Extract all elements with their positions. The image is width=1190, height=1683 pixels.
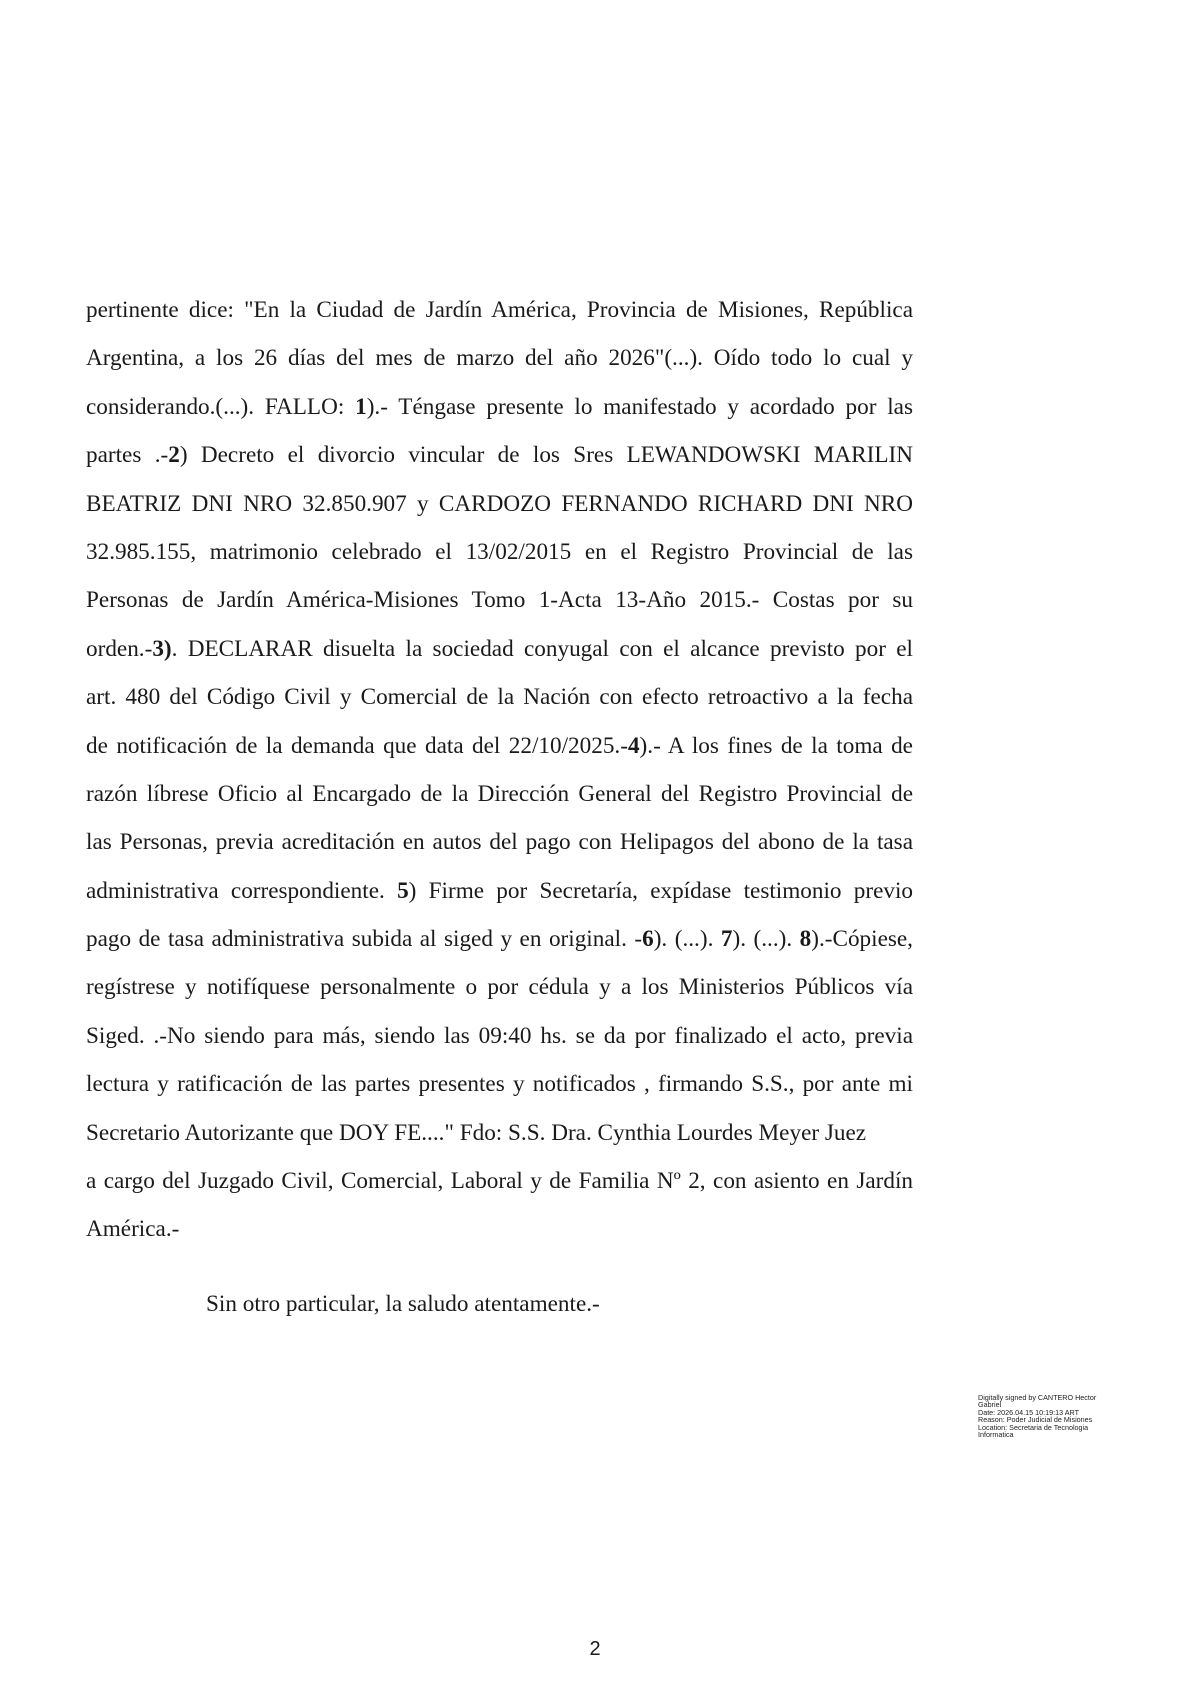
body-line: regístrese y notifíquese personalmente o por cédula y a los Ministerios Públicos vía [86,974,913,1001]
closing-salutation: Sin otro particular, la saludo atentamente.- [206,1291,600,1317]
signature-line: Location: Secretaria de Tecnologia [978,1422,1089,1432]
body-line: 32.985.155, matrimonio celebrado el 13/02/2015 en el Registro Provincial de las [86,538,913,565]
body-line: las Personas, previa acreditación en autos del pago con Helipagos del abono de la tasa [86,829,913,856]
body-line: Secretario Autorizante que DOY FE...." Fdo: S.S. Dra. Cynthia Lourdes Meyer Juez [86,1119,867,1146]
page-number: 2 [589,1638,601,1660]
item-number: 6 [642,926,654,953]
item-number: 7 [720,926,733,953]
body-line: orden.-3). DECLARAR disuelta la sociedad conyugal con el alcance previsto por el [86,635,913,662]
body-line: razón líbrese Oficio al Encargado de la Dirección General del Registro Provincial de [86,780,913,807]
body-line: pertinente dice: "En la Ciudad de Jardín América, Provincia de Misiones, República [86,297,913,323]
signature-line: Date: 2026.04.15 10:19:13 ART [978,1407,1079,1417]
body-line: partes .-2) Decreto el divorcio vincular de los Sres LEWANDOWSKI MARILIN [86,442,913,469]
body-line: administrativa correspondiente. 5) Firme por Secretaría, expídase testimonio previo [86,877,913,904]
signature-line: Gabriel [978,1400,1002,1410]
item-number: 1 [355,393,367,420]
document-body [86,286,913,1254]
body-line: Argentina, a los 26 días del mes de marzo del año 2026"(...). Oído todo lo cual y [86,345,913,372]
item-number: 4 [627,732,640,759]
body-line: América.- [86,1216,180,1243]
body-line: de notificación de la demanda que data del 22/10/2025.-4).- A los fines de la toma de [86,732,913,759]
body-line: pago de tasa administrativa subida al siged y en original. -6). (...). 7). (...). 8).-Cópiese, [86,926,913,953]
item-number: 3) [152,635,172,662]
signature-line: Digitally signed by CANTERO Hector [978,1393,1097,1402]
digital-signature-stamp [978,1394,1128,1438]
item-number: 5 [397,877,409,904]
signature-line: Informatica [978,1430,1014,1440]
signature-line: Reason: Poder Judicial de Misiones [978,1415,1093,1425]
body-line: Personas de Jardín América-Misiones Tomo 1-Acta 13-Año 2015.- Costas por su [86,587,913,614]
body-line: a cargo del Juzgado Civil, Comercial, Laboral y de Familia Nº 2, con asiento en Jardín [86,1168,913,1195]
item-number: 2 [168,442,180,469]
item-number: 8 [799,926,812,953]
body-line: considerando.(...). FALLO: 1).- Téngase presente lo manifestado y acordado por las [86,393,913,420]
body-line: BEATRIZ DNI NRO 32.850.907 y CARDOZO FERNANDO RICHARD DNI NRO [86,490,913,517]
body-line: art. 480 del Código Civil y Comercial de la Nación con efecto retroactivo a la fecha [86,684,913,711]
body-line: lectura y ratificación de las partes presentes y notificados , firmando S.S., por ante mi [86,1071,913,1098]
body-line: Siged. .-No siendo para más, siendo las 09:40 hs. se da por finalizado el acto, previa [86,1022,913,1049]
